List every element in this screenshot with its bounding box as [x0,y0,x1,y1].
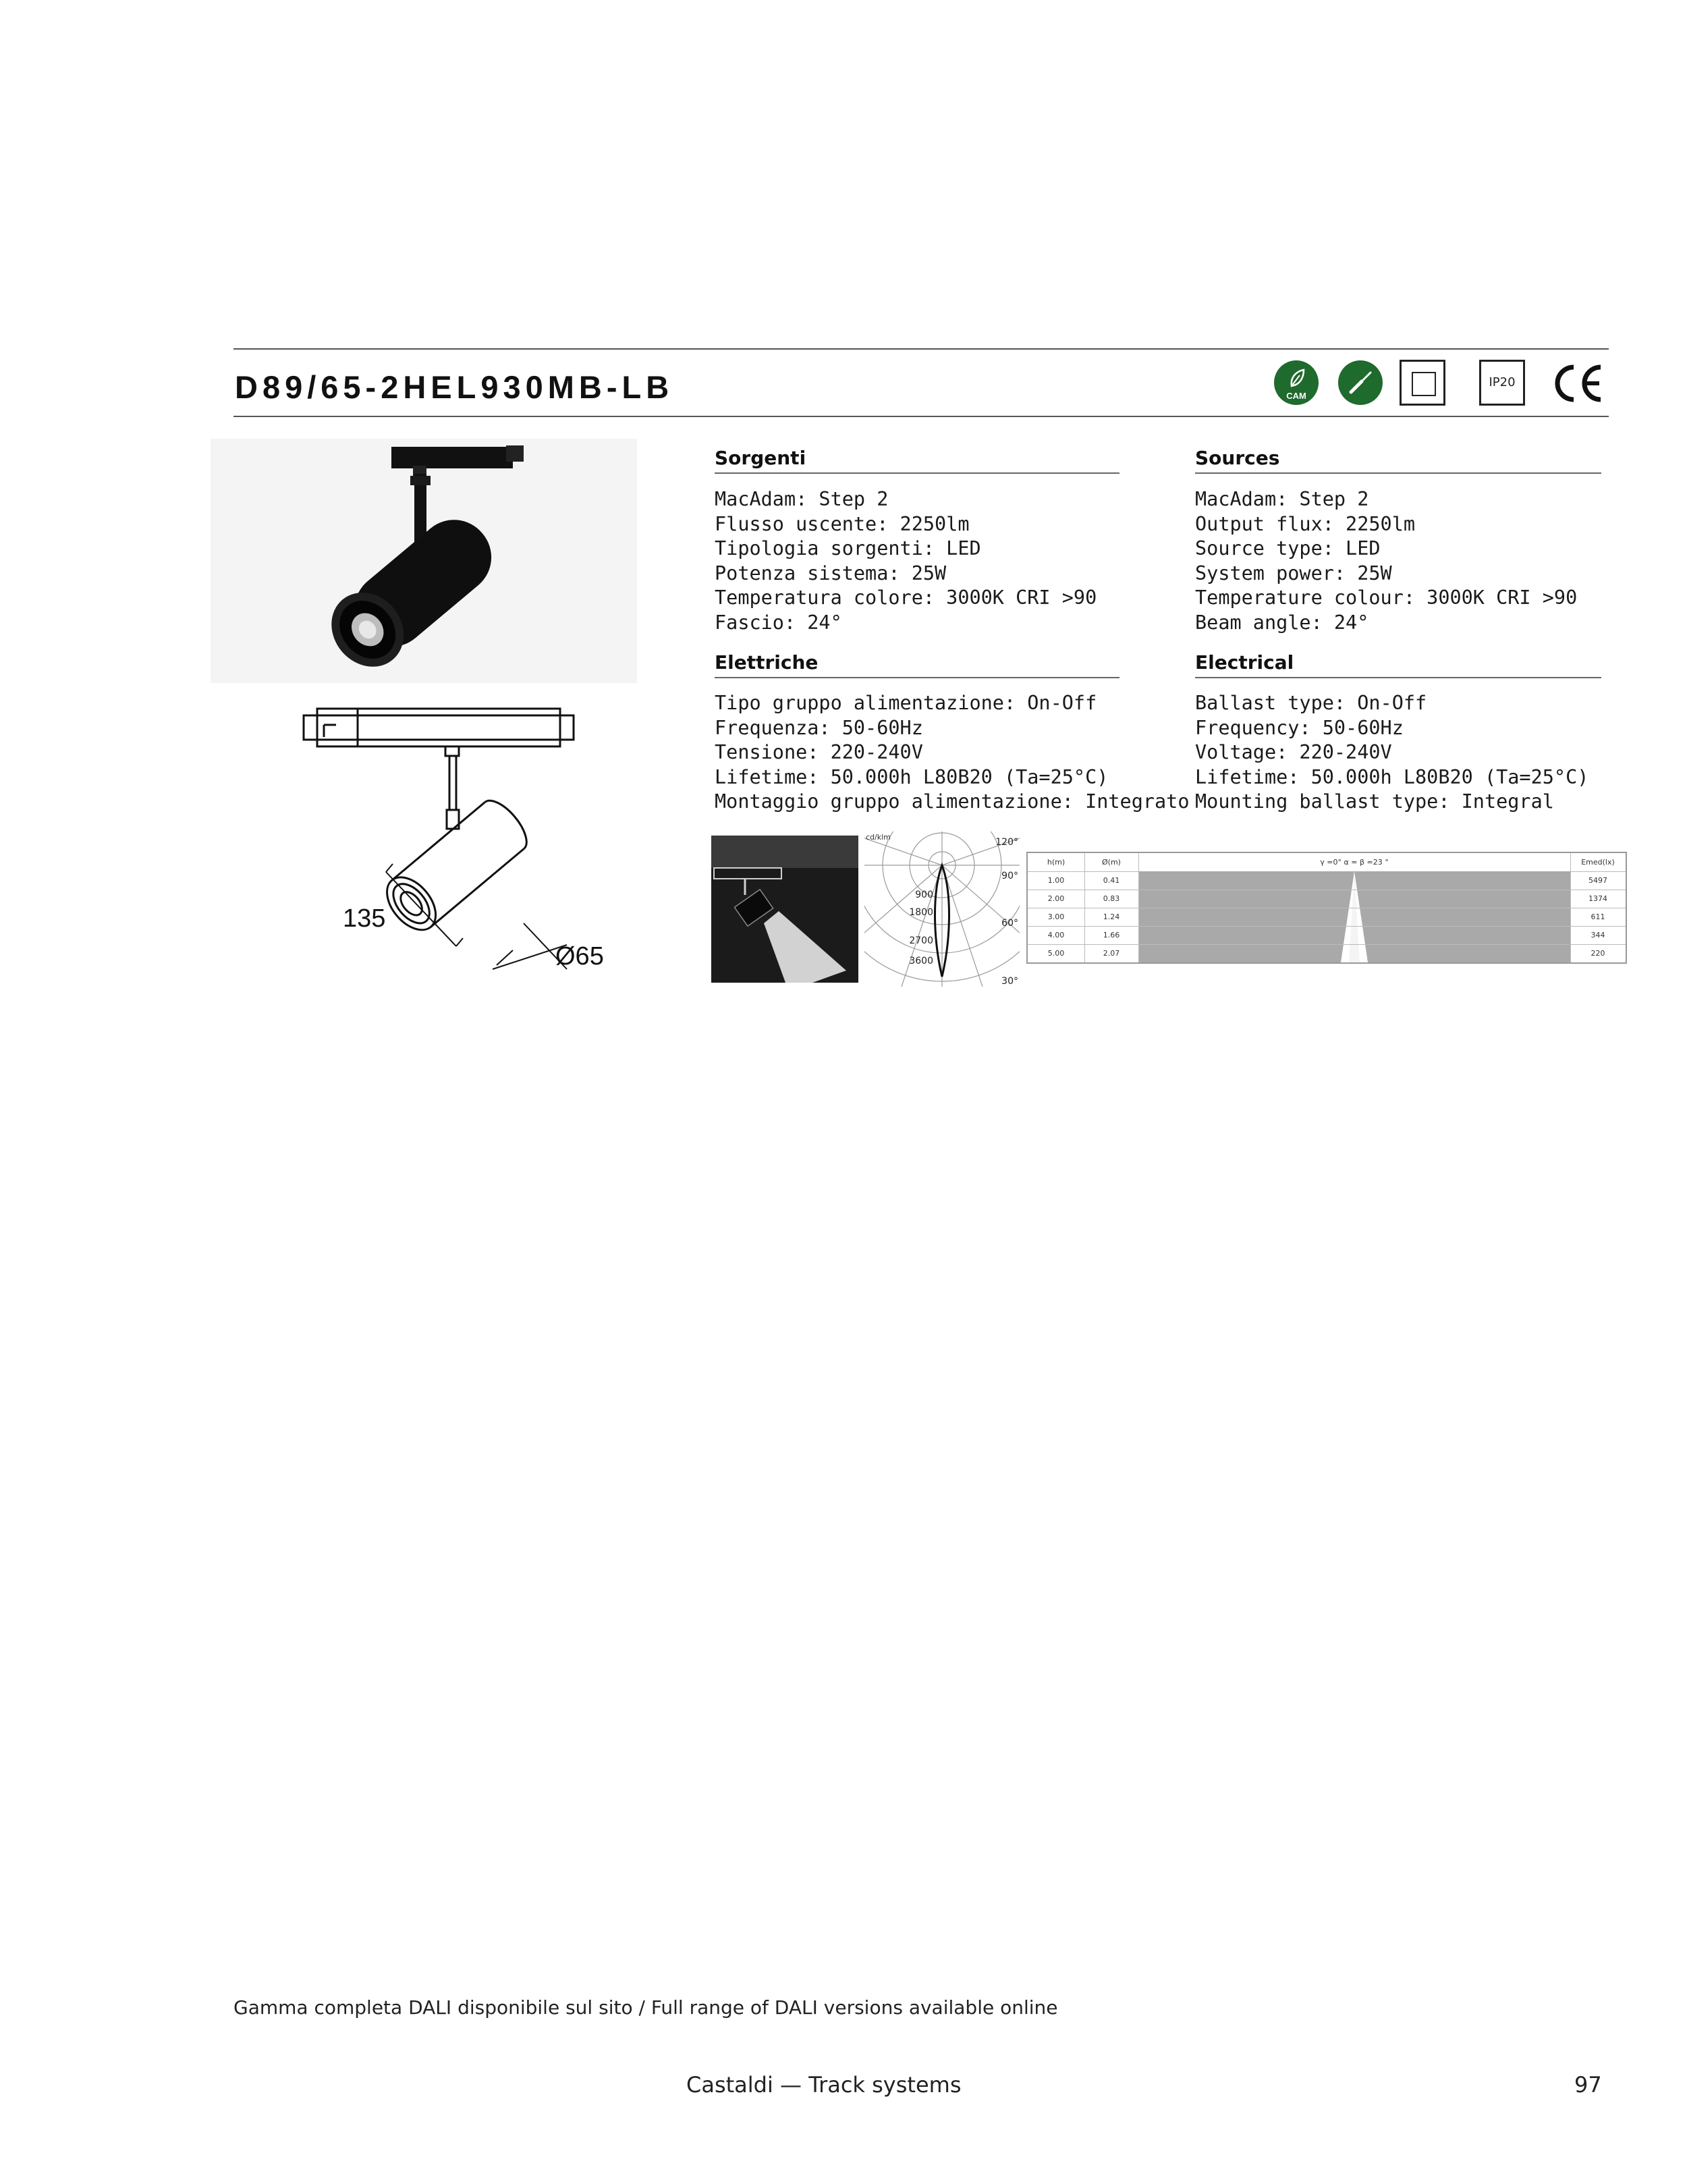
table-cell: 1374 [1588,894,1607,903]
ce-mark-icon [1551,362,1606,405]
spec-line: Beam angle: 24° [1195,611,1369,634]
product-code-title: D89/65-2HEL930MB-LB [235,369,674,405]
polar-radial-label: 2700 [909,935,933,946]
spec-line: Potenza sistema: 25W [715,562,947,584]
table-row [1028,908,1626,927]
sources-rule-it [715,472,1119,474]
table-cell: 1.66 [1103,931,1120,939]
table-header-cell: Ø(m) [1102,858,1121,867]
spec-line: Fascio: 24° [715,611,842,634]
table-header-cell: Emed(lx) [1581,858,1615,867]
header-top-rule [233,348,1609,350]
ip-rating-label: IP20 [1489,375,1516,389]
sources-list-it [715,487,1097,635]
cam-leaf-icon [1274,360,1319,405]
table-cell: 4.00 [1047,931,1065,939]
spec-line: Output flux: 2250lm [1195,512,1416,535]
table-header-row [1028,853,1626,872]
illuminance-table [1026,852,1627,964]
spec-line: Lifetime: 50.000h L80B20 (Ta=25°C) [715,765,1109,788]
table-cell: 1.24 [1103,912,1120,921]
light-beam-photo [711,836,858,983]
sources-title-en: Sources [1195,447,1280,469]
spec-line: Source type: LED [1195,537,1381,559]
table-row [1028,926,1626,945]
spec-line: MacAdam: Step 2 [1195,488,1369,510]
polar-angle-label: 90° [1001,871,1018,881]
spec-line: Voltage: 220-240V [1195,741,1392,763]
footer-catalog-title: Castaldi — Track systems [686,2072,962,2098]
table-cell: 5497 [1588,876,1607,885]
sources-list-en [1195,487,1577,635]
table-cell: 1.00 [1047,876,1065,885]
screwdriver-icon [1338,360,1383,405]
table-cell: 0.83 [1103,894,1120,903]
ip-rating-icon [1479,360,1525,406]
spec-line: Montaggio gruppo alimentazione: Integrato [715,790,1190,813]
table-cell: 2.07 [1103,949,1120,958]
table-cell: 220 [1591,949,1605,958]
table-cell: 344 [1591,931,1605,939]
spec-line: Flusso uscente: 2250lm [715,512,970,535]
electrical-title-it: Elettriche [715,651,819,674]
table-cell: 2.00 [1047,894,1065,903]
polar-unit-label: cd/klm [866,833,891,842]
spec-line: Tipo gruppo alimentazione: On-Off [715,692,1097,714]
sources-title-it: Sorgenti [715,447,806,469]
electrical-list-it [715,691,1190,815]
polar-angle-label: 30° [1001,976,1018,987]
table-header-cell: h(m) [1047,858,1066,867]
table-row [1028,890,1626,908]
product-photo [211,439,637,683]
polar-radial-label: 900 [915,890,933,900]
polar-photometric-diagram [864,831,1020,987]
drawing-length-label: 135 [343,904,386,933]
spec-line: Frequenza: 50-60Hz [715,716,923,739]
table-cell: 0.41 [1103,876,1120,885]
electrical-title-en: Electrical [1195,651,1294,674]
polar-angle-label: 120° [995,837,1018,848]
drawing-diameter-label: Ø65 [555,942,604,971]
table-cell: 611 [1591,912,1605,921]
polar-radial-label: 3600 [909,956,933,966]
spec-line: Temperature colour: 3000K CRI >90 [1195,586,1578,609]
footer-note: Gamma completa DALI disponibile sul sito / Full range of DALI versions available online [233,1996,1058,2019]
spec-line: Temperatura colore: 3000K CRI >90 [715,586,1097,609]
electrical-rule-it [715,677,1119,678]
technical-drawing [297,702,621,985]
spec-line: MacAdam: Step 2 [715,488,889,510]
table-cell: 3.00 [1047,912,1065,921]
spec-line: Ballast type: On-Off [1195,692,1427,714]
polar-angle-label: 60° [1001,918,1018,929]
sources-rule-en [1195,472,1601,474]
table-row [1028,871,1626,890]
electrical-rule-en [1195,677,1601,678]
spec-line: Tipologia sorgenti: LED [715,537,981,559]
table-header-cell: γ =0° α = β =23 ° [1320,858,1389,867]
header-bottom-rule [233,416,1609,417]
spec-line: Lifetime: 50.000h L80B20 (Ta=25°C) [1195,765,1589,788]
table-cell: 5.00 [1047,949,1065,958]
class-ii-square-icon [1400,360,1445,406]
electrical-list-en [1195,691,1588,815]
spec-line: Tensione: 220-240V [715,741,923,763]
page-number: 97 [1574,2072,1602,2098]
polar-radial-label: 1800 [909,907,933,918]
spec-line: Frequency: 50-60Hz [1195,716,1404,739]
spec-line: Mounting ballast type: Integral [1195,790,1554,813]
cam-label: CAM [1286,391,1306,401]
spec-line: System power: 25W [1195,562,1392,584]
table-row [1028,944,1626,962]
